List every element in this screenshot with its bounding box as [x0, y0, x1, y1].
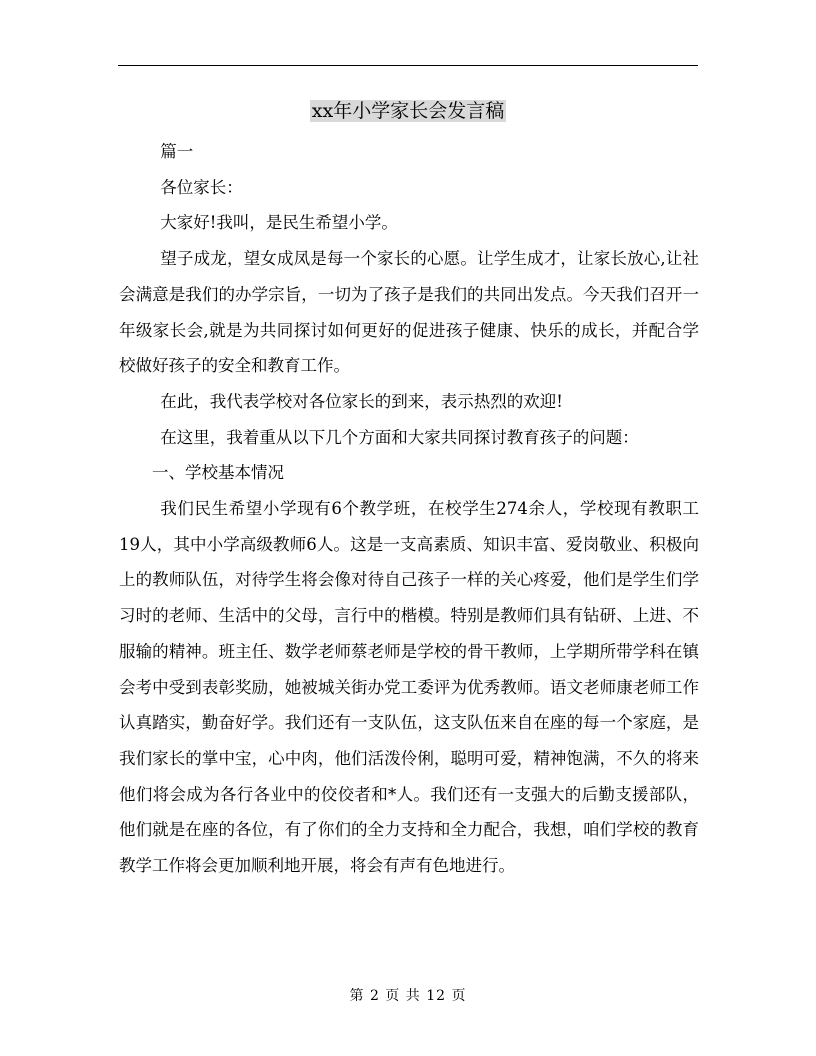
- greeting-paragraph: 大家好!我叫，是民生希望小学。: [160, 213, 398, 233]
- section-heading-part-one: 篇一: [160, 142, 194, 161]
- salutation: 各位家长：: [160, 177, 243, 197]
- document-title-text: xx年小学家长会发言稿: [311, 100, 505, 122]
- document-body: [119, 134, 699, 884]
- intro-paragraph: 望子成龙，望女成凤是每一个家长的心愿。让学生成才，让家长放心,让社会满意是我们的办学宗旨，一切为了孩子是我们的共同出发点。今天我们召开一年级家长会,就是为共同探讨如何更好的促进孩子健康、快乐的成长，并配合学校做好孩子的安全和教育工作。: [119, 249, 699, 376]
- header-rule: [118, 65, 698, 66]
- topics-intro-paragraph: 在这里，我着重从以下几个方面和大家共同探讨教育孩子的问题：: [160, 427, 639, 447]
- page-footer: 第 2 页 共 12 页: [349, 988, 467, 1004]
- section-heading-school-info: 一、学校基本情况: [152, 463, 284, 483]
- document-title: [0, 96, 816, 126]
- welcome-paragraph: 在此，我代表学校对各位家长的到来，表示热烈的欢迎!: [160, 391, 563, 411]
- school-info-paragraph: 我们民生希望小学现有6个教学班，在校学生274余人，学校现有教职工19人，其中小学高级教师6人。这是一支高素质、知识丰富、爱岗敬业、积极向上的教师队伍，对待学生将会像对待自己孩子一样的关心疼爱，他们是学生们学习时的老师、生活中的父母，言行中的楷模。特别是教师们具有钻研、上进、不服输的精神。班主任、数学老师蔡老师是学校的骨干教师，上学期所带学科在镇会考中受到表彰奖励，她被城关街办党工委评为优秀教师。语文老师康老师工作认真踏实，勤奋好学。我们还有一支队伍，这支队伍来自在座的每一个家庭，是我们家长的掌中宝，心中肉，他们活泼伶俐，聪明可爱，精神饱满，不久的将来他们将会成为各行各业中的佼佼者和*人。我们还有一支强大的后勤支援部队，他们就是在座的各位，有了你们的全力支持和全力配合，我想，咱们学校的教育教学工作将会更加顺利地开展，将会有声有色地进行。: [119, 499, 699, 876]
